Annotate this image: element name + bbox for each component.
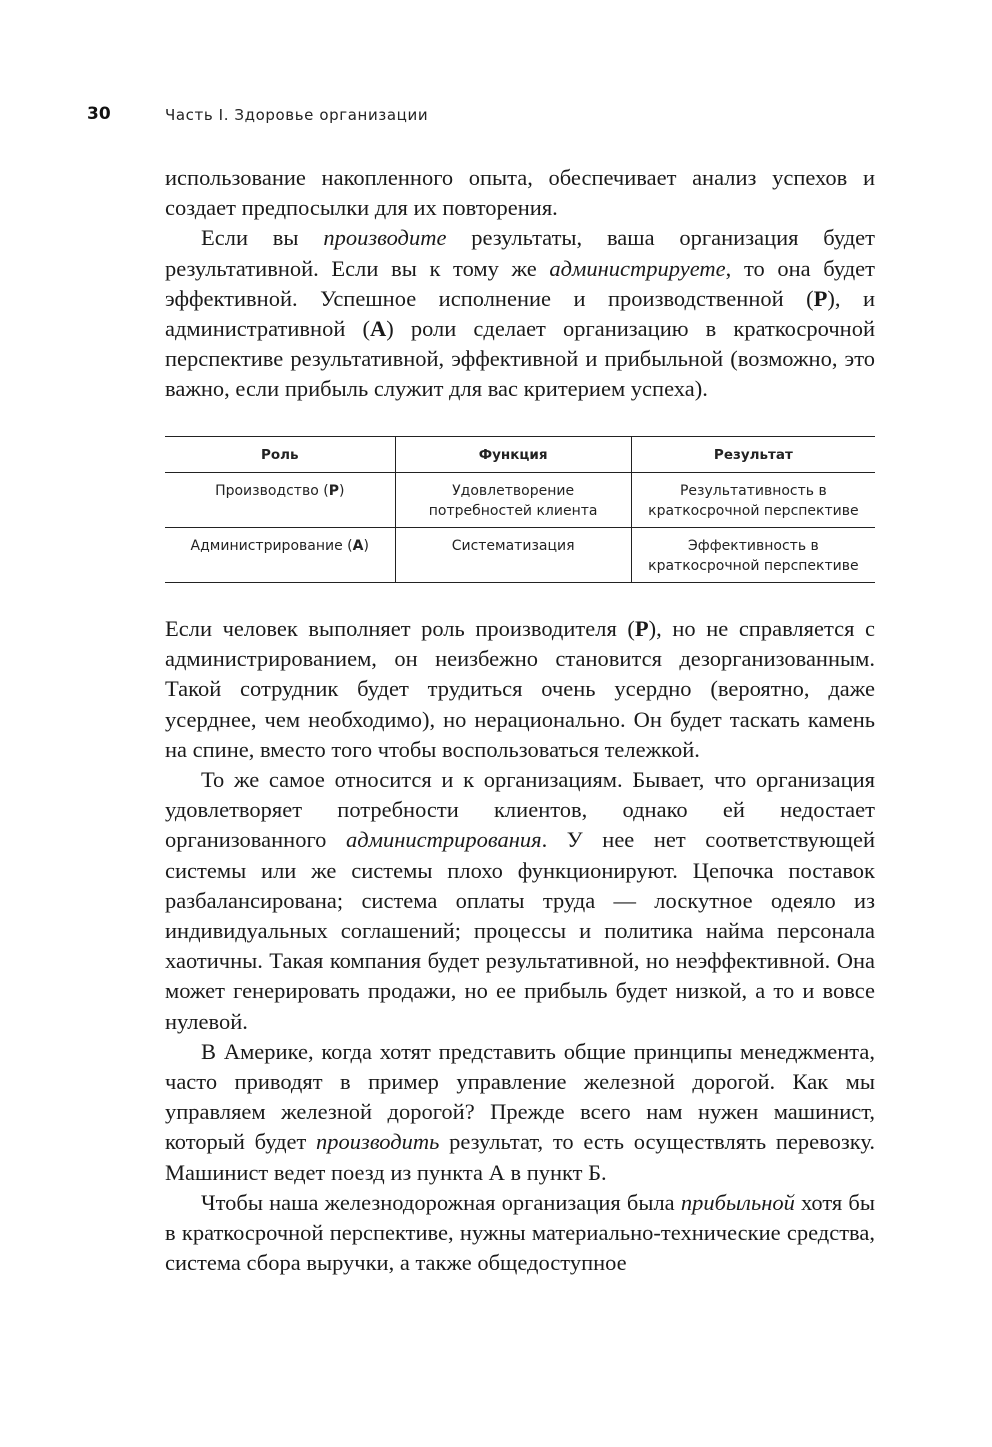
emphasis-administer: администрируете: [549, 255, 726, 281]
cell-result: Эффективность в краткосрочной перспективе: [631, 528, 875, 583]
paragraph-continuation: использование накопленного опыта, обеспечивает анализ успехов и создает предпосылки для их повторения.: [165, 165, 875, 221]
role-code-a: A: [369, 316, 387, 342]
cell-function: Удовлетворение потребностей клиента: [395, 473, 631, 528]
paragraph-profitable: Чтобы наша железнодорожная организация была прибыльной хотя бы в краткосрочной перспективе, нужны материально-технические средства, система сбора выручки, а также общедоступное: [165, 1189, 876, 1276]
table-header-row: [165, 437, 875, 473]
column-header-result: Результат: [631, 437, 875, 473]
cell-result: Результативность в краткосрочной перспективе: [631, 473, 875, 528]
cell-function: Систематизация: [395, 528, 631, 583]
role-code-p: P: [813, 285, 828, 311]
emphasis-produce: производить: [316, 1129, 440, 1155]
paragraph-producer-role: Если человек выполняет роль производителя (P), но не справляется с администрированием, он неизбежно становится дезорганизованным. Такой сотрудник будет трудиться очень усердно (вероятно, даже усерднее, чем необходимо), но нерационально. Он будет таскать камень на спине, вместо того чтобы воспользоваться тележкой.: [165, 616, 875, 762]
chapter-title: Часть I. Здоровье организации: [165, 106, 429, 124]
emphasis-profitable: прибыльной: [680, 1189, 795, 1215]
paragraph-organizations: То же самое относится и к организациям. Бывает, что организация удовлетворяет потребности клиентов, однако ей недостает организованного администрирования. У нее нет соответствующей системы или же системы плохо функционируют. Цепочка поставок разбалансирована; система оплаты труда — лоскутное одеяло из индивидуальных соглашений; процессы и политика найма персонала хаотичны. Такая компания будет результативной, но неэффективной. Она может генерировать продажи, но ее прибыль будет низкой, а то и вовсе нулевой.: [165, 767, 876, 1034]
cell-role: Производство (P): [215, 483, 345, 499]
page-number: 30: [87, 104, 111, 124]
table-row: [165, 528, 875, 583]
emphasis-produce: производите: [323, 225, 447, 251]
paragraph-railroad: В Америке, когда хотят представить общие принципы менеджмента, часто приводят в пример управление железной дорогой. Как мы управляем железной дорогой? Прежде всего нам нужен машинист, который будет производить результат, то есть осуществлять перевозку. Машинист ведет поезд из пункта А в пункт Б.: [165, 1038, 875, 1185]
cell-role: Администрирование (A): [190, 538, 369, 554]
role-code-p: P: [634, 616, 649, 641]
column-header-function: Функция: [395, 437, 631, 473]
column-header-role: Роль: [260, 446, 299, 463]
table-row: [165, 473, 875, 528]
paragraph-produce-administer: Если вы производите результаты, ваша организация будет результативной. Если вы к тому же администрируете, то она будет эффективной. Успешное исполнение и производственной (P), и административной (A) роли сделает организацию в краткосрочной перспективе результативной, эффективной и прибыльной (возможно, это важно, если прибыль служит для вас критерием успеха).: [165, 225, 875, 402]
body-text-bottom: [165, 614, 875, 1278]
body-text-top: [165, 163, 875, 405]
emphasis-administration: администрирования: [345, 827, 542, 853]
running-head: [0, 104, 992, 128]
roles-table: [165, 436, 875, 583]
